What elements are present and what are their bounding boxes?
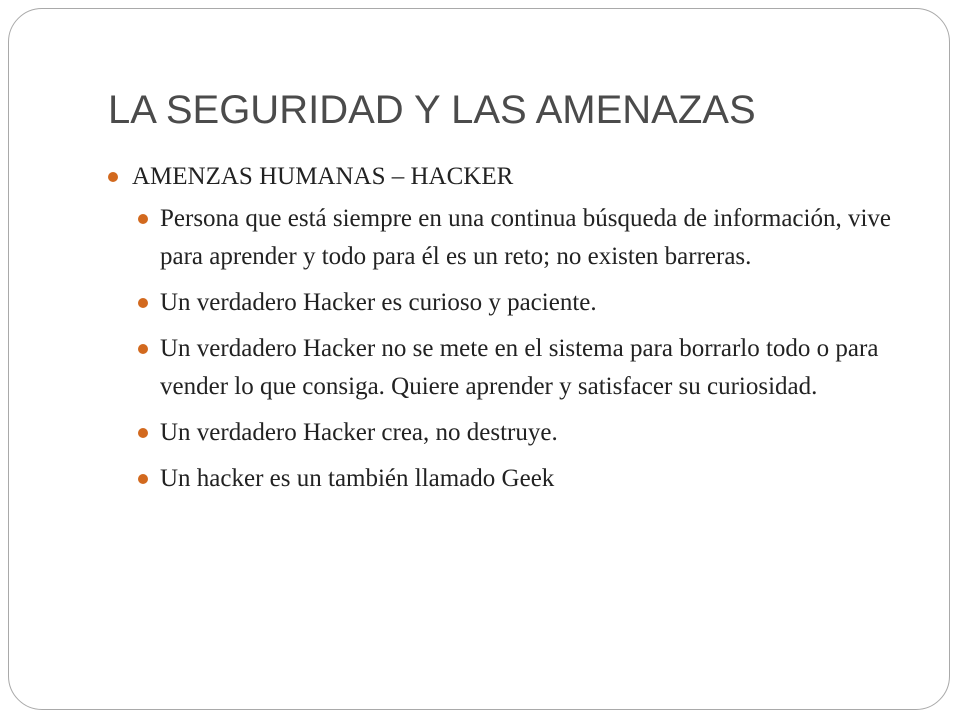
bullet-icon bbox=[138, 214, 148, 224]
bullet-icon bbox=[138, 474, 148, 484]
bullet-icon bbox=[138, 428, 148, 438]
sub-bullet-item bbox=[108, 284, 908, 322]
sub-bullet-text: Persona que está siempre en una continua búsqueda de información, vive para aprender y todo para él es un reto; no existen barreras. bbox=[160, 205, 892, 270]
bullet-icon bbox=[138, 344, 148, 354]
sub-bullet-text: Un hacker es un también llamado Geek bbox=[160, 465, 555, 492]
sub-bullet-item bbox=[108, 200, 908, 276]
bullet-item bbox=[108, 158, 908, 196]
bullet-icon bbox=[108, 172, 118, 182]
slide-title: LA SEGURIDAD Y LAS AMENAZAS bbox=[108, 88, 756, 132]
sub-bullet-item bbox=[108, 414, 908, 452]
sub-bullet-text: Un verdadero Hacker es curioso y paciente. bbox=[160, 289, 597, 316]
sub-bullet-text: Un verdadero Hacker crea, no destruye. bbox=[160, 419, 558, 446]
bullet-icon bbox=[138, 298, 148, 308]
sub-bullet-item bbox=[108, 330, 908, 406]
sub-bullet-text: Un verdadero Hacker no se mete en el sistema para borrarlo todo o para vender lo que consiga. Quiere aprender y satisfacer su curiosidad. bbox=[160, 335, 879, 400]
sub-bullet-item bbox=[108, 460, 908, 498]
bullet-text: AMENZAS HUMANAS – HACKER bbox=[132, 163, 514, 190]
slide-content bbox=[108, 158, 908, 506]
